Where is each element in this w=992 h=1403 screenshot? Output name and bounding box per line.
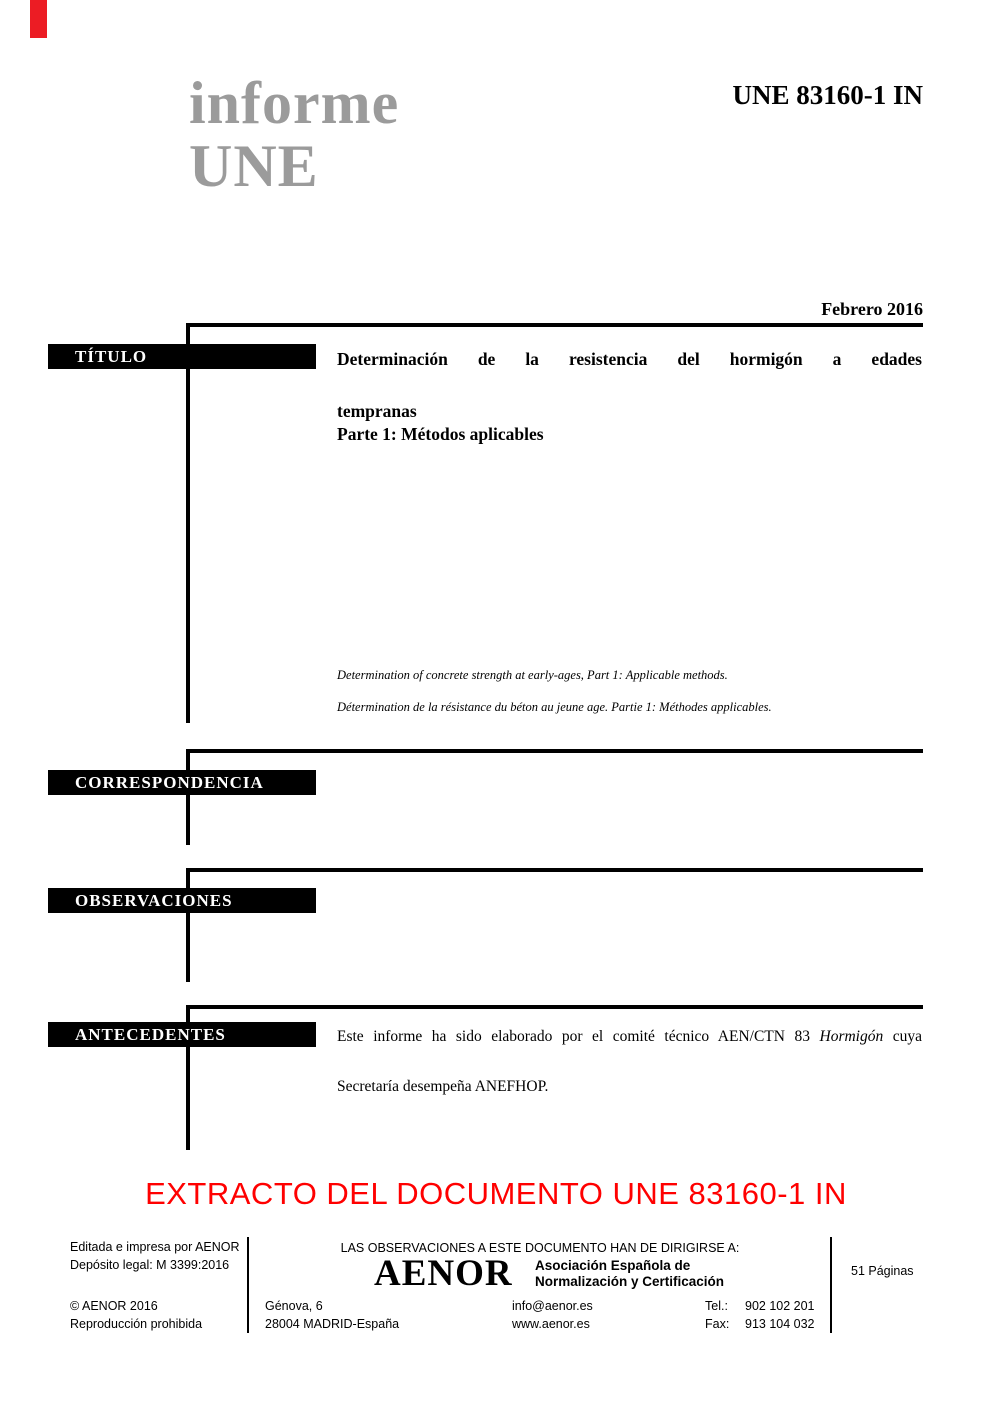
title-line2: tempranas	[337, 401, 417, 421]
footer-divider-left	[247, 1237, 249, 1333]
antecedentes-text-post: cuya	[892, 1028, 923, 1045]
aenor-logo: AENOR	[374, 1253, 513, 1294]
titulo-top-rule	[186, 323, 923, 327]
logo-line1: informe	[189, 70, 400, 136]
title-part: Parte 1: Métodos aplicables	[337, 424, 544, 444]
footer-phone-block	[705, 1297, 815, 1333]
titulo-content	[337, 346, 922, 424]
title-line1: Determinación de la resistencia del hormigón a edades	[337, 349, 922, 369]
observaciones-top-rule	[186, 868, 923, 872]
antecedentes-text-pre: Este informe ha sido elaborado por el comité técnico AEN/CTN 83	[337, 1028, 810, 1045]
antecedentes-label: ANTECEDENTES	[48, 1022, 316, 1047]
aenor-desc-line2: Normalización y Certificación	[535, 1274, 725, 1289]
titulo-vertical-rule	[186, 323, 190, 723]
footer-fax-label: Fax:	[705, 1317, 730, 1331]
footer-edited-line2: Depósito legal: M 3399:2016	[70, 1258, 230, 1272]
footer-copyright-line2: Reproducción prohibida	[70, 1317, 203, 1331]
aenor-description	[535, 1258, 724, 1290]
correspondencia-label: CORRESPONDENCIA	[48, 770, 316, 795]
footer-fax-value: 913 104 032	[745, 1317, 815, 1331]
logo-line2: UNE	[189, 133, 319, 199]
extracto-notice: EXTRACTO DEL DOCUMENTO UNE 83160-1 IN	[145, 1176, 847, 1211]
footer-copyright-block	[70, 1297, 202, 1333]
footer-web-block	[512, 1297, 593, 1333]
footer-divider-right	[830, 1237, 832, 1333]
antecedentes-line2: Secretaría desempeña ANEFHOP.	[337, 1078, 549, 1095]
observaciones-vertical-rule	[186, 868, 190, 982]
antecedentes-body	[337, 1024, 922, 1099]
antecedentes-text-italic: Hormigón	[819, 1028, 884, 1045]
observaciones-label: OBSERVACIONES	[48, 888, 316, 913]
titulo-label: TÍTULO	[48, 344, 316, 369]
footer-page-count: 51 Páginas	[851, 1264, 914, 1278]
red-corner-mark	[30, 0, 47, 38]
correspondencia-vertical-rule	[186, 749, 190, 845]
antecedentes-top-rule	[186, 1005, 923, 1009]
footer-copyright-line1: © AENOR 2016	[70, 1299, 158, 1313]
informe-une-logo	[189, 72, 399, 198]
footer-tel-label: Tel.:	[705, 1299, 728, 1313]
translation-french: Détermination de la résistance du béton au jeune age. Partie 1: Méthodes applicables.	[337, 700, 772, 714]
antecedentes-line1	[337, 1024, 922, 1074]
footer-tel-value: 902 102 201	[745, 1299, 815, 1313]
footer-edited-block	[70, 1238, 240, 1274]
issue-date: Febrero 2016	[821, 299, 923, 319]
translation-english: Determination of concrete strength at early-ages, Part 1: Applicable methods.	[337, 668, 728, 682]
footer-address-block	[265, 1297, 399, 1333]
footer-observations-notice: LAS OBSERVACIONES A ESTE DOCUMENTO HAN DE DIRIGIRSE A:	[340, 1241, 740, 1255]
footer-website: www.aenor.es	[512, 1317, 590, 1331]
footer-fax-row	[705, 1315, 815, 1333]
document-code: UNE 83160-1 IN	[732, 80, 923, 110]
correspondencia-top-rule	[186, 749, 923, 753]
footer-email: info@aenor.es	[512, 1299, 593, 1313]
footer-address-line2: 28004 MADRID-España	[265, 1317, 400, 1331]
footer-tel-row	[705, 1297, 815, 1315]
footer-address-line1: Génova, 6	[265, 1299, 323, 1313]
footer-edited-line1: Editada e impresa por AENOR	[70, 1240, 240, 1254]
aenor-desc-line1: Asociación Española de	[535, 1258, 691, 1273]
